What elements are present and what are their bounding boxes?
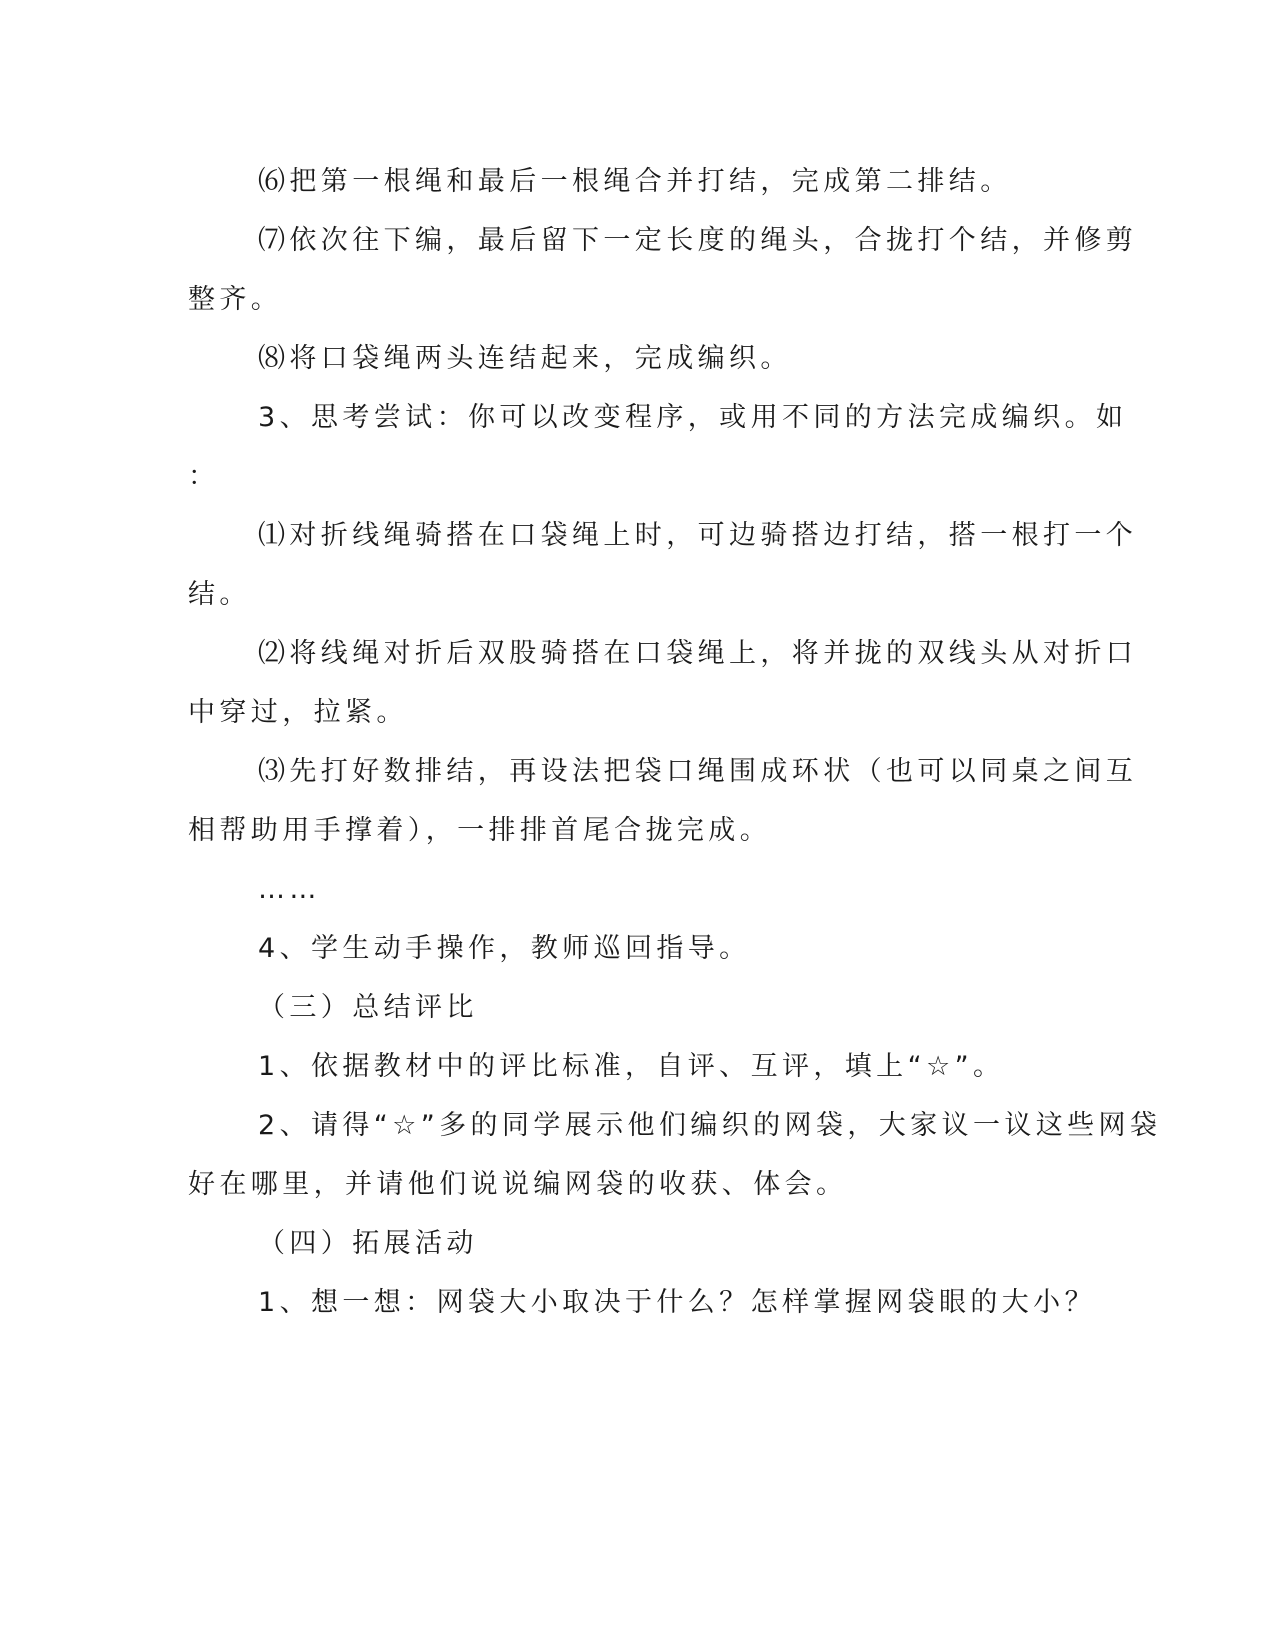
option-3-line: ⑶先打好数排结，再设法把袋口绳围成环状（也可以同桌之间互: [258, 756, 1138, 787]
option-1-continuation: 结。: [188, 579, 251, 610]
step-7-continuation: 整齐。: [188, 284, 283, 315]
section-3-line: 3、思考尝试：你可以改变程序，或用不同的方法完成编织。如: [258, 402, 1128, 433]
ellipsis-line: ……: [258, 874, 321, 905]
option-2-continuation: 中穿过，拉紧。: [188, 697, 408, 728]
summary-item-2: 2、请得“☆”多的同学展示他们编织的网袋，大家议一议这些网袋: [258, 1110, 1162, 1141]
heading-summary: （三）总结评比: [258, 992, 478, 1023]
heading-extension: （四）拓展活动: [258, 1228, 478, 1259]
section-3-continuation: ：: [188, 461, 220, 492]
option-1-line: ⑴对折线绳骑搭在口袋绳上时，可边骑搭边打结，搭一根打一个: [258, 520, 1138, 551]
option-2-line: ⑵将线绳对折后双股骑搭在口袋绳上，将并拢的双线头从对折口: [258, 638, 1138, 669]
step-6-line: ⑹把第一根绳和最后一根绳合并打结，完成第二排结。: [258, 166, 1012, 197]
option-3-continuation: 相帮助用手撑着），一排排首尾合拢完成。: [188, 815, 772, 846]
summary-item-1: 1、依据教材中的评比标准，自评、互评，填上“☆”。: [258, 1051, 1005, 1082]
section-4-line: 4、学生动手操作，教师巡回指导。: [258, 933, 751, 964]
extension-item-1: 1、想一想：网袋大小取决于什么？怎样掌握网袋眼的大小？: [258, 1287, 1096, 1318]
step-7-line: ⑺依次往下编，最后留下一定长度的绳头，合拢打个结，并修剪: [258, 225, 1138, 256]
summary-item-2-continuation: 好在哪里，并请他们说说编网袋的收获、体会。: [188, 1169, 848, 1200]
step-8-line: ⑻将口袋绳两头连结起来，完成编织。: [258, 343, 792, 374]
